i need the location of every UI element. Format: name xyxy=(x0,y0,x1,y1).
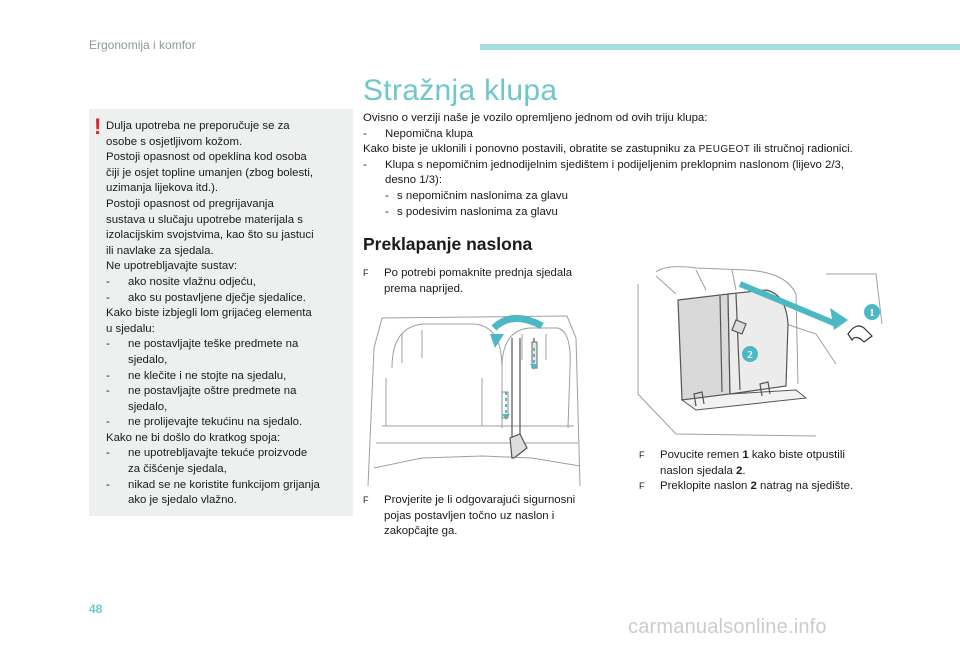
header-accent-bar xyxy=(480,44,960,50)
warning-line: Postoji opasnost od pregrijavanja xyxy=(106,197,274,210)
warning-list-item: - ne postavljajte teške predmete na xyxy=(106,338,299,351)
page-number: 48 xyxy=(89,602,103,616)
warning-line: izolacijskim svojstvima, kao što su jastuci xyxy=(106,229,314,242)
seatback-release-illustration xyxy=(636,264,886,444)
warning-line: sustava u slučaju upotrebe materijala s xyxy=(106,213,303,226)
warning-list-item: - ne upotrebljavajte tekuće proizvode xyxy=(106,447,308,460)
warning-line: Kako biste izbjegli lom grijaćeg elementa xyxy=(106,307,312,320)
warning-list-cont: sjedalo, xyxy=(128,400,168,413)
rear-bench-belt-illustration xyxy=(362,308,584,488)
warning-line: Postoji opasnost od opeklina kod osoba xyxy=(106,151,307,164)
intro-sublist-item: - s podesivim naslonima za glavu xyxy=(385,205,558,218)
intro-text xyxy=(363,111,923,220)
step-move-front-seats: F Po potrebi pomaknite prednja sjedala prema naprijed. xyxy=(363,267,573,295)
arrow-bullet-icon: F xyxy=(639,481,645,492)
warning-list-item: - ako nosite vlažnu odjeću, xyxy=(106,275,256,288)
warning-line: osobe s osjetljivom kožom. xyxy=(106,135,243,148)
warning-list-item: - ne prolijevajte tekućinu na sjedalo. xyxy=(106,416,303,429)
intro-sublist-item: - s nepomičnim naslonima za glavu xyxy=(385,189,568,202)
warning-line: uzimanja lijekova itd.). xyxy=(106,182,219,195)
watermark: carmanualsonline.info xyxy=(628,616,827,638)
warning-list-cont: za čišćenje sjedala, xyxy=(128,463,227,476)
callout-2-label: 2 xyxy=(747,349,753,361)
warning-icon: ! xyxy=(94,114,102,139)
intro-list-item: - Nepomična klupa xyxy=(363,127,474,140)
warning-line: čiji je osjet topline umanjen (zbog bolesti, xyxy=(106,166,314,179)
brand-name: PEUGEOT xyxy=(698,144,751,156)
intro-line: Ovisno o verziji naše je vozilo opremljeno jednom od ovih triju klupa: xyxy=(363,112,708,124)
warning-box xyxy=(89,109,353,516)
arrow-bullet-icon: F xyxy=(363,495,369,505)
warning-list-item: - ne postavljajte oštre predmete na xyxy=(106,385,297,398)
warning-list-item: - ne klečite i ne stojte na sjedalu, xyxy=(106,369,287,382)
arrow-bullet-icon: F xyxy=(363,268,369,278)
step-pull-strap: F Povucite remen 1 kako biste otpustili naslon sjedala 2. F Preklopite naslon 2 natrag na sjedište. xyxy=(639,448,853,495)
warning-line: u sjedalu: xyxy=(106,322,155,335)
arrow-bullet-icon: F xyxy=(639,450,645,460)
intro-list-cont: desno 1/3): xyxy=(385,174,442,187)
warning-list-cont: ako je sjedalo vlažno. xyxy=(128,494,237,507)
warning-line: Dulja upotreba ne preporučuje se za xyxy=(106,120,290,132)
warning-list-cont: sjedalo, xyxy=(128,353,168,366)
warning-line: Kako ne bi došlo do kratkog spoja: xyxy=(106,431,281,444)
step-check-seatbelt: F Provjerite je li odgovarajući sigurnosni pojas postavljen točno uz naslon i zakopčajte ga. xyxy=(363,494,576,538)
warning-line: Ne upotrebljavajte sustav: xyxy=(106,260,238,273)
page-title: Stražnja klupa xyxy=(363,74,558,107)
section-header: Ergonomija i komfor xyxy=(89,38,196,52)
warning-list-item: - ako su postavljene dječje sjedalice. xyxy=(106,291,306,304)
intro-list-item: - Klupa s nepomičnim jednodijelnim sjedištem i podijeljenim preklopnim naslonom (lijevo 2/3, xyxy=(363,158,845,171)
warning-line: ili navlake za sjedala. xyxy=(106,244,214,257)
callout-1-label: 1 xyxy=(869,307,875,319)
section-title: Preklapanje naslona xyxy=(363,234,533,254)
intro-line: Kako biste je uklonili i ponovno postavili, obratite se zastupniku za PEUGEOT ili stručnoj radionici. xyxy=(363,143,853,156)
warning-list-item: - nikad se ne koristite funkcijom grijanja xyxy=(106,478,320,491)
